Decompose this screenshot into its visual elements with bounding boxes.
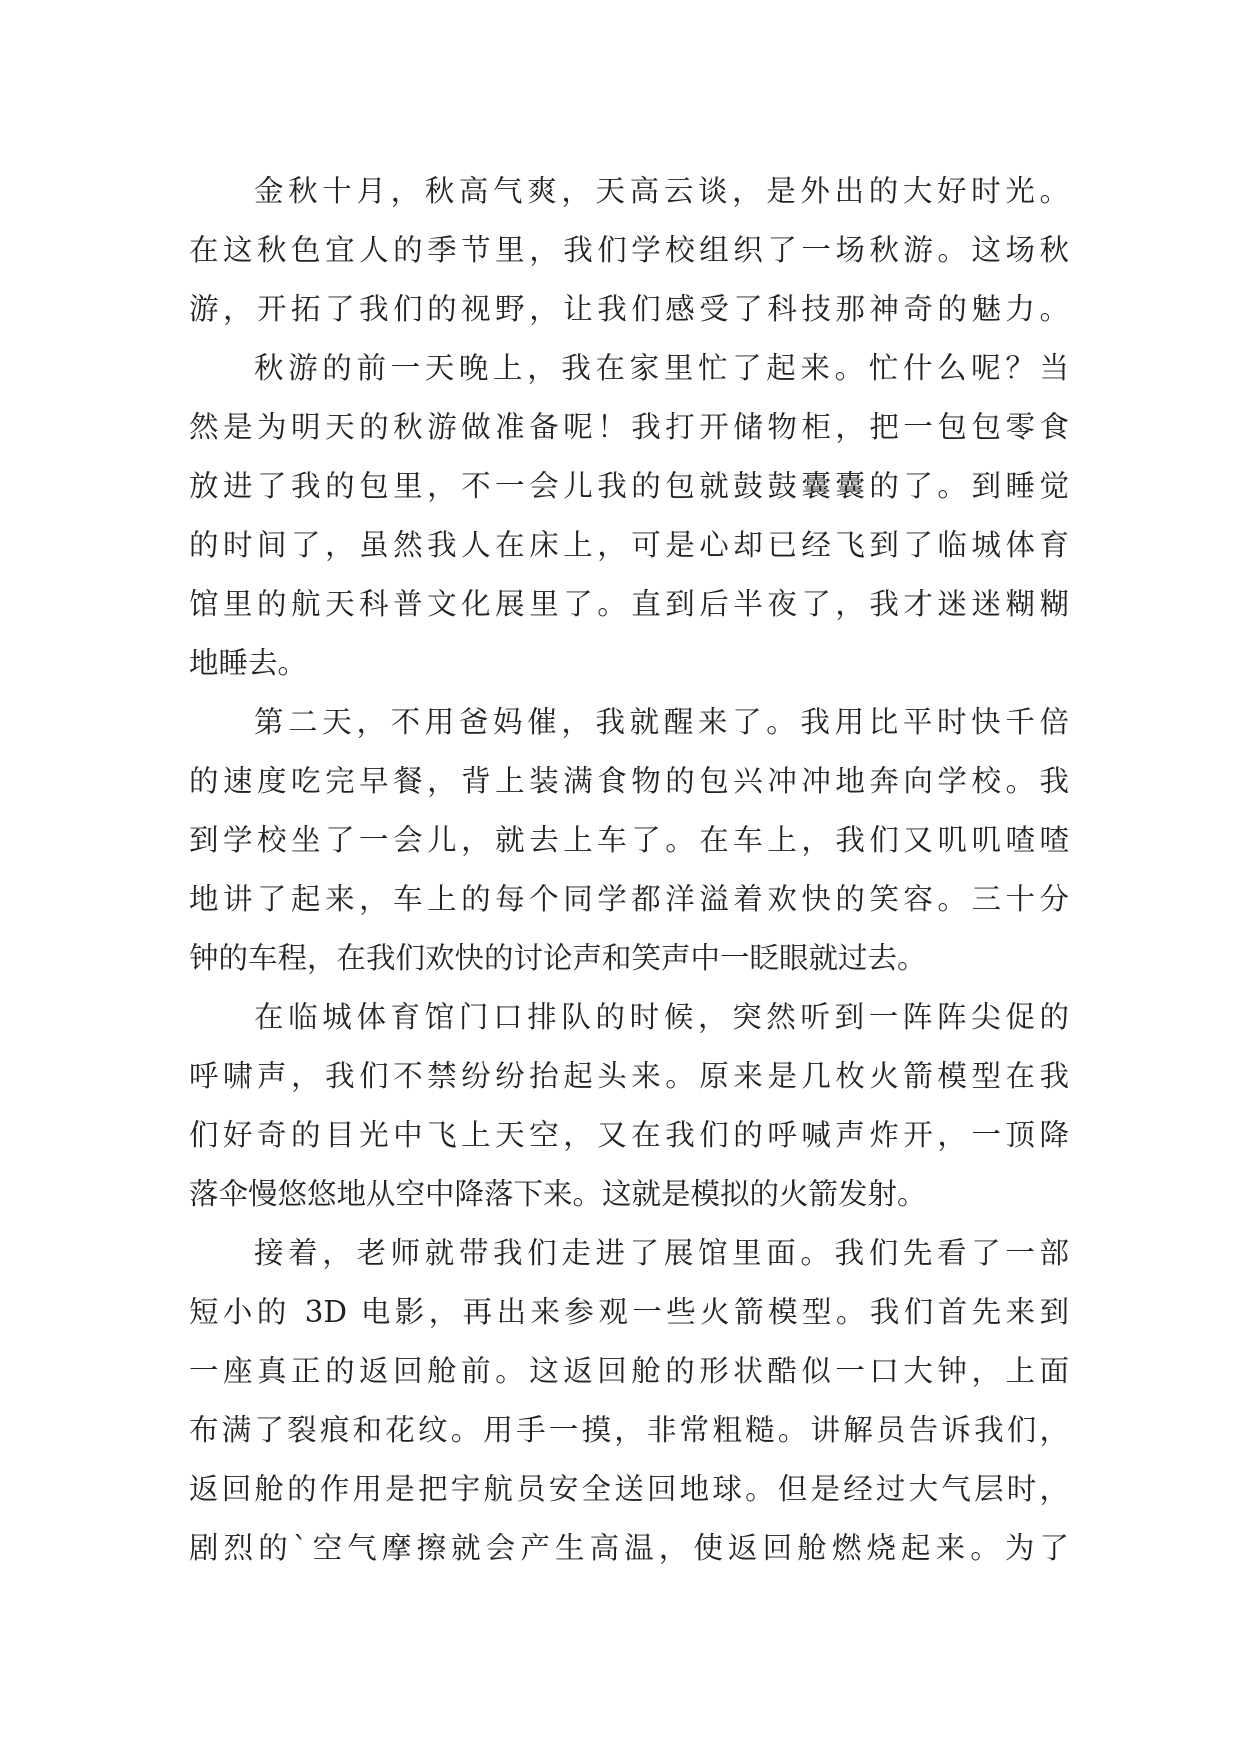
text-line: 然是为明天的秋游做准备呢！我打开储物柜，把一包包零食 — [189, 410, 1069, 444]
paragraph-first-line: 在临城体育馆门口排队的时候，突然听到一阵阵尖促的 — [254, 1000, 1069, 1034]
paragraph-first-line: 接着，老师就带我们走进了展馆里面。我们先看了一部 — [254, 1236, 1069, 1270]
text-line: 短小的 3D 电影，再出来参观一些火箭模型。我们首先来到 — [189, 1295, 1069, 1329]
text-line: 的速度吃完早餐，背上装满食物的包兴冲冲地奔向学校。我 — [189, 764, 1069, 798]
text-line: 呼啸声，我们不禁纷纷抬起头来。原来是几枚火箭模型在我 — [189, 1059, 1069, 1093]
text-line: 的时间了，虽然我人在床上，可是心却已经飞到了临城体育 — [189, 528, 1069, 562]
text-line: 剧烈的`空气摩擦就会产生高温，使返回舱燃烧起来。为了 — [189, 1531, 1069, 1565]
text-line: 馆里的航天科普文化展里了。直到后半夜了，我才迷迷糊糊 — [189, 587, 1069, 621]
paragraph-first-line: 金秋十月，秋高气爽，天高云谈，是外出的大好时光。 — [254, 174, 1069, 208]
text-line: 钟的车程，在我们欢快的讨论声和笑声中一眨眼就过去。 — [189, 941, 927, 975]
text-line: 们好奇的目光中飞上天空，又在我们的呼喊声炸开，一顶降 — [189, 1118, 1069, 1152]
text-line: 游，开拓了我们的视野，让我们感受了科技那神奇的魅力。 — [189, 292, 1069, 326]
text-line: 落伞慢悠悠地从空中降落下来。这就是模拟的火箭发射。 — [189, 1177, 927, 1211]
text-line: 返回舱的作用是把宇航员安全送回地球。但是经过大气层时， — [189, 1472, 1069, 1506]
text-line: 一座真正的返回舱前。这返回舱的形状酷似一口大钟，上面 — [189, 1354, 1069, 1388]
essay-body — [189, 162, 1069, 1578]
text-line: 地讲了起来，车上的每个同学都洋溢着欢快的笑容。三十分 — [189, 882, 1069, 916]
text-line: 布满了裂痕和花纹。用手一摸，非常粗糙。讲解员告诉我们， — [189, 1413, 1069, 1447]
paragraph-first-line: 第二天，不用爸妈催，我就醒来了。我用比平时快千倍 — [254, 705, 1069, 739]
text-line: 在这秋色宜人的季节里，我们学校组织了一场秋游。这场秋 — [189, 233, 1069, 267]
text-line: 放进了我的包里，不一会儿我的包就鼓鼓囊囊的了。到睡觉 — [189, 469, 1069, 503]
text-line: 地睡去。 — [189, 646, 308, 680]
text-line: 到学校坐了一会儿，就去上车了。在车上，我们又叽叽喳喳 — [189, 823, 1069, 857]
paragraph-first-line: 秋游的前一天晚上，我在家里忙了起来。忙什么呢？当 — [254, 351, 1069, 385]
